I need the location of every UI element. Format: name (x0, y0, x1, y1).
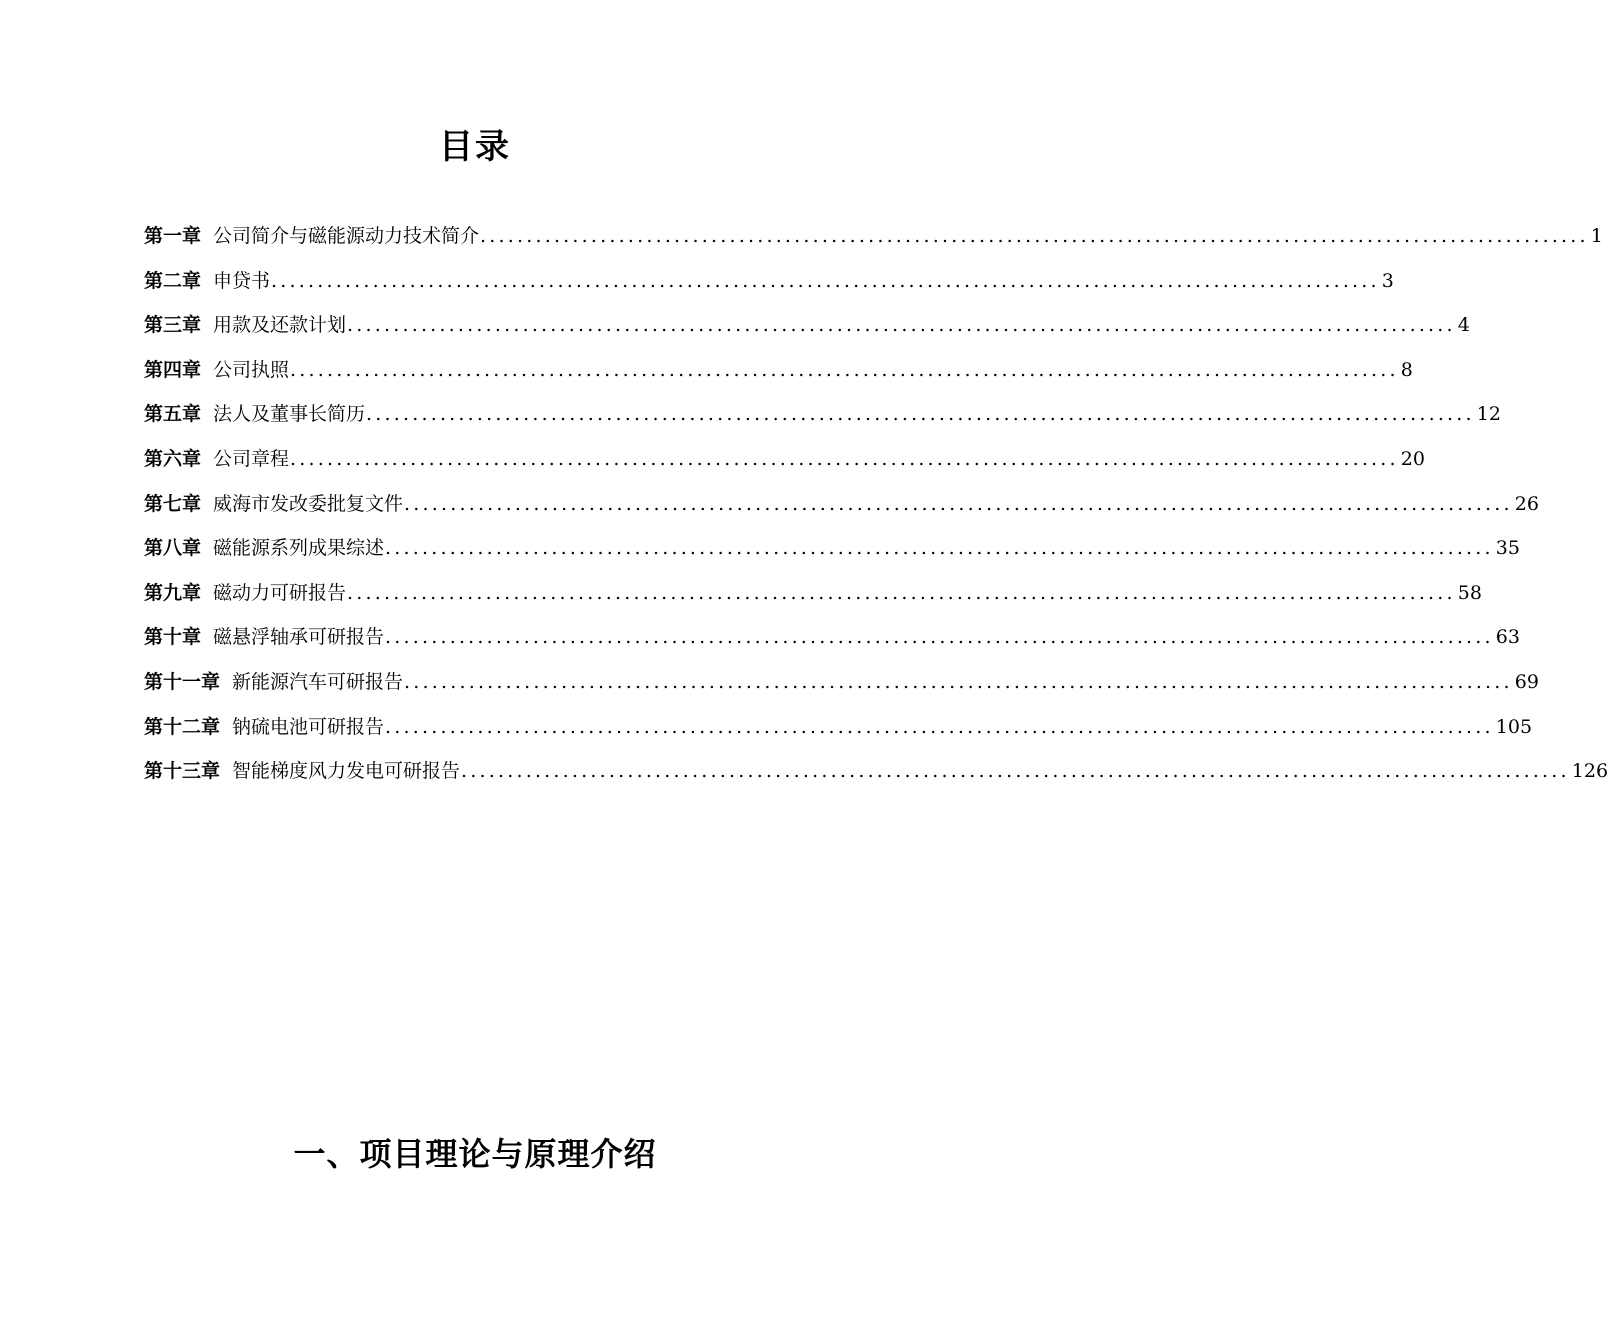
toc-chapter-number: 第十一章 (144, 670, 221, 693)
toc-chapter-number: 第三章 (144, 314, 202, 337)
toc-page-number: 4 (1457, 314, 1470, 337)
toc-entry[interactable] (144, 307, 1470, 352)
toc-entry[interactable] (144, 263, 1394, 308)
toc-entry-title: 威海市发改委批复文件 (213, 492, 404, 515)
toc-dot-leader: ........................................................................................................................ (385, 715, 1494, 738)
toc-entry-title: 公司简介与磁能源动力技术简介 (213, 225, 480, 247)
toc-dot-leader: ........................................................................................................................ (366, 403, 1475, 426)
toc-dot-leader: ........................................................................................................................ (461, 760, 1570, 783)
toc-page-number: 1 (1590, 225, 1603, 247)
toc-entry[interactable] (144, 441, 1425, 486)
toc-entry-title: 公司章程 (213, 447, 290, 470)
toc-entry[interactable] (144, 486, 1539, 531)
toc-chapter-number: 第九章 (144, 581, 202, 604)
toc-entry[interactable] (144, 218, 1603, 263)
toc-chapter-number: 第八章 (144, 537, 202, 560)
toc-page-number: 26 (1514, 492, 1539, 515)
toc-entry-title: 用款及还款计划 (213, 314, 347, 337)
toc-entry[interactable] (144, 396, 1501, 441)
toc-page-number: 12 (1476, 403, 1501, 426)
toc-chapter-number: 第十二章 (144, 715, 221, 738)
toc-page-number: 58 (1457, 581, 1482, 604)
toc-chapter-number: 第二章 (144, 269, 202, 292)
toc-chapter-number: 第十三章 (144, 760, 221, 783)
toc-dot-leader: ........................................................................................................................ (347, 314, 1456, 337)
toc-dot-leader: ........................................................................................................................ (385, 626, 1494, 649)
toc-entry-title: 智能梯度风力发电可研报告 (232, 760, 461, 783)
toc-dot-leader: ........................................................................................................................ (271, 269, 1380, 292)
toc-chapter-number: 第七章 (144, 492, 202, 515)
toc-entry[interactable] (144, 352, 1413, 397)
toc-dot-leader: ........................................................................................................................ (480, 225, 1589, 247)
section-heading: 一、项目理论与原理介绍 (293, 1135, 657, 1173)
toc-chapter-number: 第一章 (144, 225, 202, 247)
toc-dot-leader: ........................................................................................................................ (347, 581, 1456, 604)
toc-entry[interactable] (144, 753, 1608, 798)
toc-entry[interactable] (144, 619, 1520, 664)
toc-chapter-number: 第六章 (144, 447, 202, 470)
toc-entry-title: 申贷书 (213, 269, 271, 292)
toc-title: 目录 (439, 127, 511, 167)
toc-page-number: 3 (1381, 269, 1394, 292)
toc-page-number: 105 (1495, 715, 1533, 738)
toc-page-number: 8 (1400, 358, 1413, 381)
toc-entry-title: 公司执照 (213, 358, 290, 381)
toc-entry-title: 磁悬浮轴承可研报告 (213, 626, 385, 649)
toc-chapter-number: 第五章 (144, 403, 202, 426)
toc-entry-title: 磁能源系列成果综述 (213, 537, 385, 560)
toc-dot-leader: ........................................................................................................................ (290, 447, 1399, 470)
toc-chapter-number: 第十章 (144, 626, 202, 649)
toc-entry-title: 磁动力可研报告 (213, 581, 347, 604)
toc-entry-title: 钠硫电池可研报告 (232, 715, 385, 738)
toc-dot-leader: ........................................................................................................................ (385, 537, 1494, 560)
toc-chapter-number: 第四章 (144, 358, 202, 381)
toc-list (144, 218, 1608, 798)
toc-entry[interactable] (144, 709, 1533, 754)
toc-dot-leader: ........................................................................................................................ (404, 492, 1513, 515)
toc-page-number: 126 (1571, 760, 1608, 783)
toc-page-number: 63 (1495, 626, 1520, 649)
toc-dot-leader: ........................................................................................................................ (404, 670, 1513, 693)
toc-page-number: 35 (1495, 537, 1520, 560)
toc-entry[interactable] (144, 530, 1520, 575)
toc-page-number: 20 (1400, 447, 1425, 470)
toc-page-number: 69 (1514, 670, 1539, 693)
toc-dot-leader: ........................................................................................................................ (290, 358, 1399, 381)
toc-entry[interactable] (144, 664, 1539, 709)
toc-entry[interactable] (144, 575, 1482, 620)
toc-entry-title: 法人及董事长简历 (213, 403, 366, 426)
toc-entry-title: 新能源汽车可研报告 (232, 670, 404, 693)
